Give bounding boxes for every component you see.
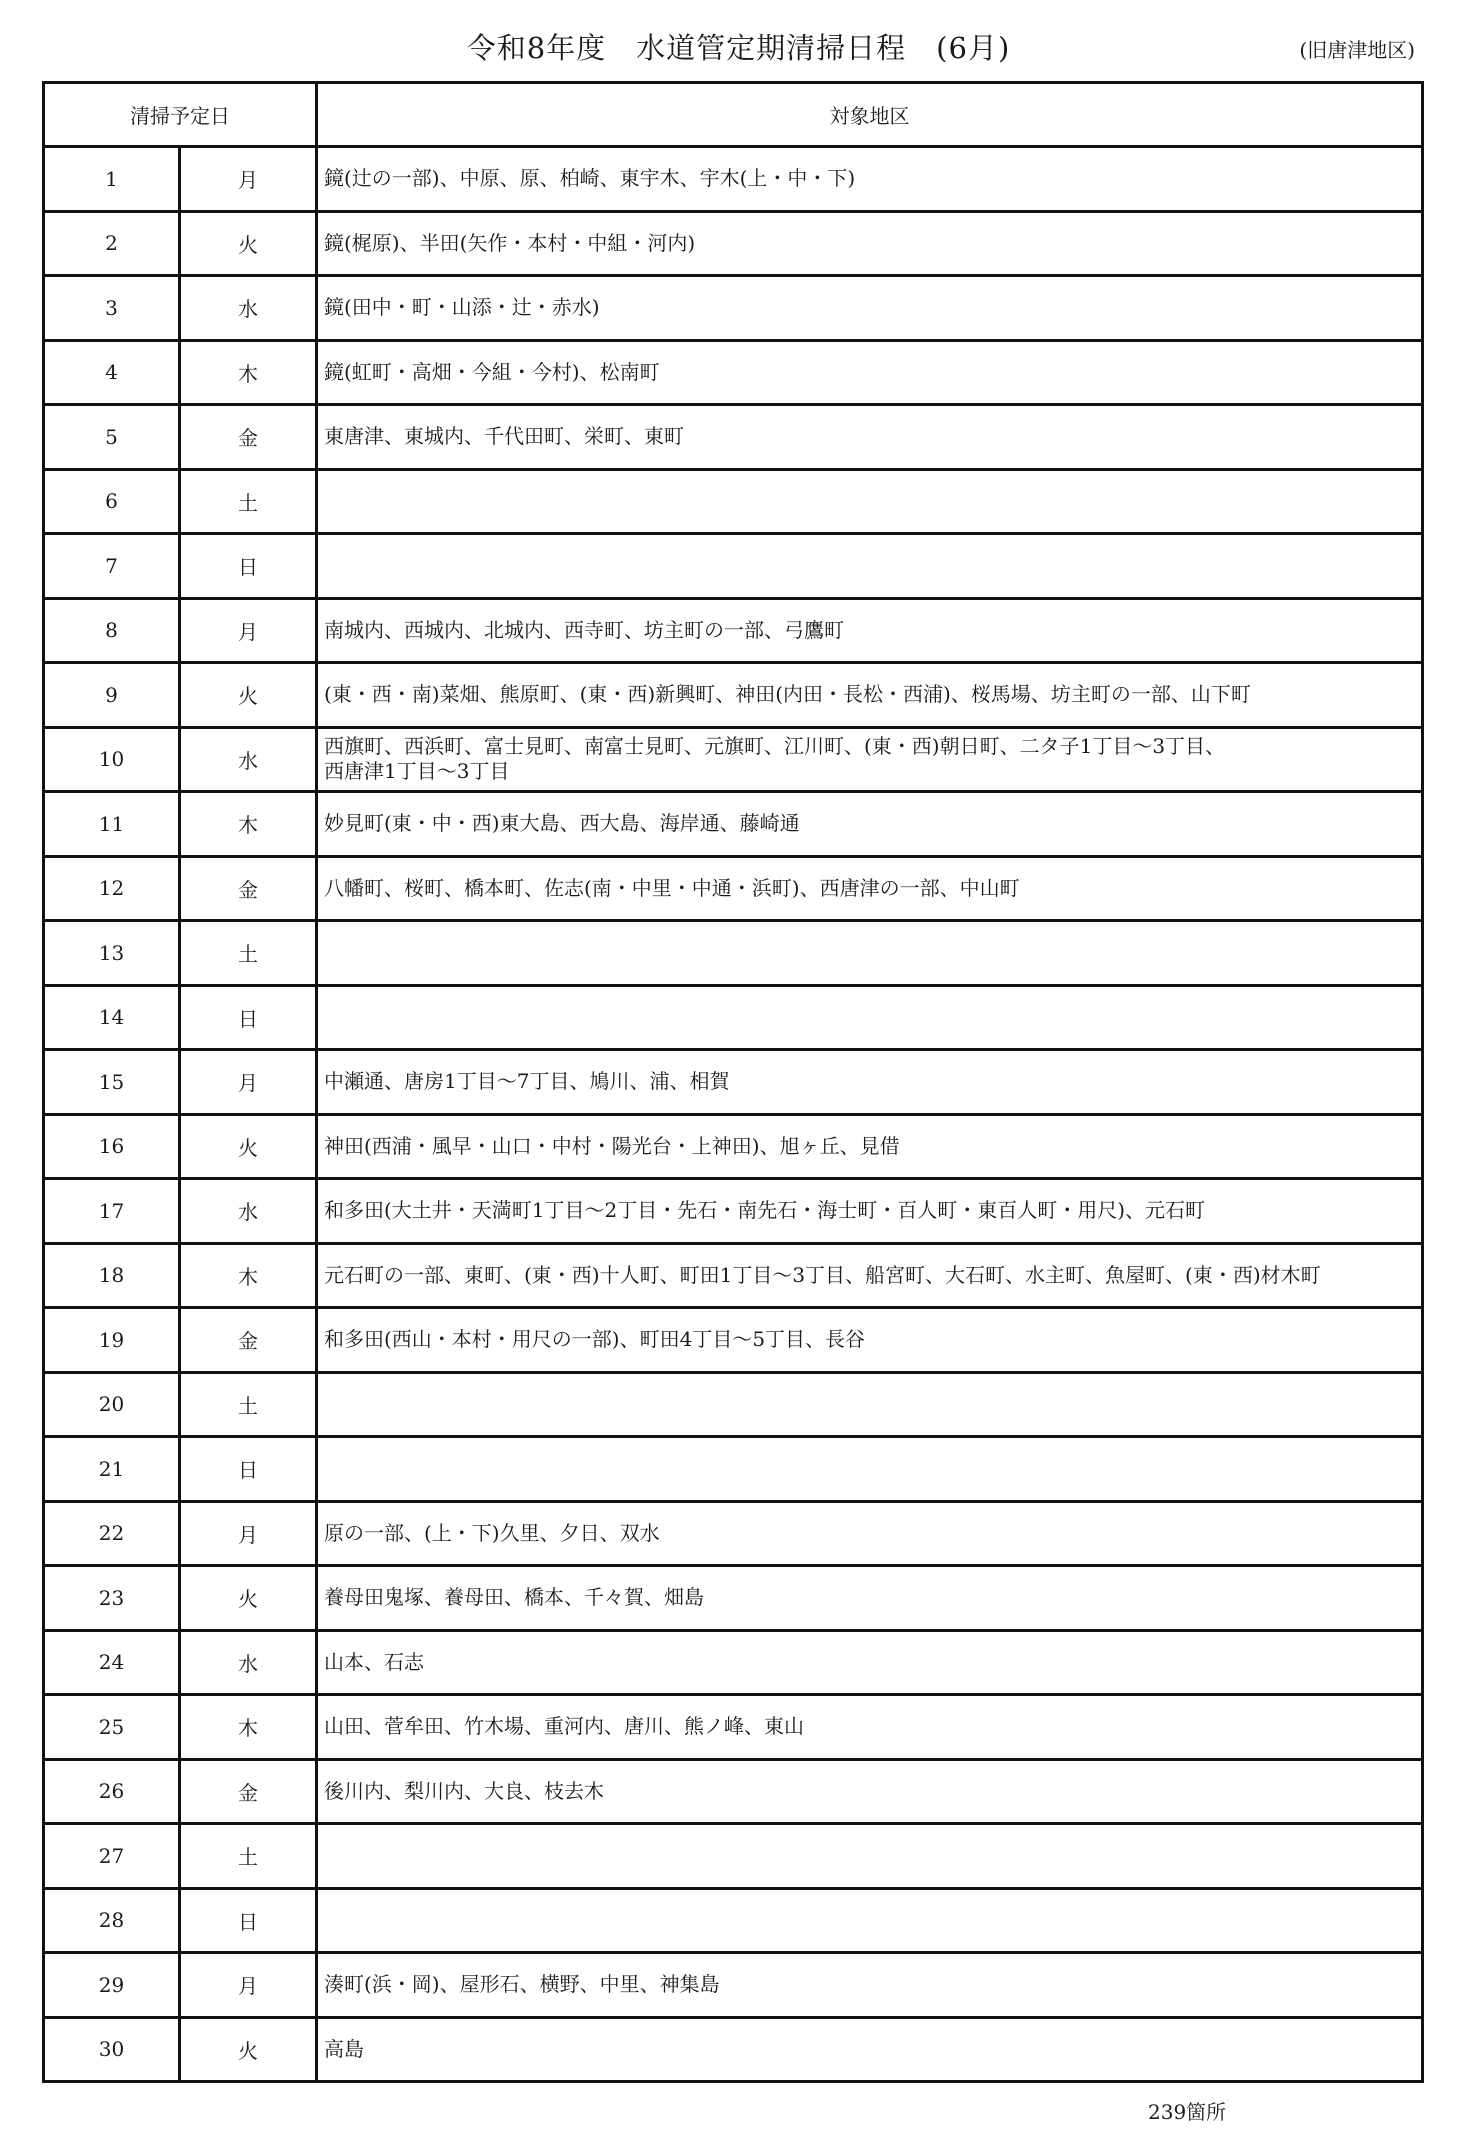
table-row — [44, 1114, 1423, 1179]
weekday-cell: 日 — [180, 985, 317, 1050]
area-cell: 鏡(辻の一部)、中原、原、柏崎、東宇木、宇木(上・中・下) — [317, 147, 1423, 212]
weekday-cell: 日 — [180, 1437, 317, 1502]
area-cell: 中瀬通、唐房1丁目～7丁目、鳩川、浦、相賀 — [317, 1050, 1423, 1115]
table-row — [44, 211, 1423, 276]
day-cell: 21 — [44, 1437, 180, 1502]
weekday-cell: 火 — [180, 1566, 317, 1631]
total-count: 239箇所 — [1148, 2100, 1227, 2124]
area-cell: 神田(西浦・風早・山口・中村・陽光台・上神田)、旭ヶ丘、見借 — [317, 1114, 1423, 1179]
day-cell: 12 — [44, 856, 180, 921]
area-cell: 山本、石志 — [317, 1630, 1423, 1695]
table-row — [44, 147, 1423, 212]
day-cell: 22 — [44, 1501, 180, 1566]
area-cell: 湊町(浜・岡)、屋形石、横野、中里、神集島 — [317, 1953, 1423, 2018]
day-cell: 4 — [44, 340, 180, 405]
area-cell: 西旗町、西浜町、富士見町、南富士見町、元旗町、江川町、(東・西)朝日町、二タ子1丁目～3丁目、 西唐津1丁目～3丁目 — [317, 727, 1423, 792]
area-cell — [317, 534, 1423, 599]
weekday-cell: 月 — [180, 598, 317, 663]
table-row — [44, 1437, 1423, 1502]
weekday-cell: 木 — [180, 1243, 317, 1308]
area-cell: 高島 — [317, 2017, 1423, 2082]
area-cell: 東唐津、東城内、千代田町、栄町、東町 — [317, 405, 1423, 470]
day-cell: 1 — [44, 147, 180, 212]
area-cell — [317, 985, 1423, 1050]
weekday-cell: 水 — [180, 727, 317, 792]
day-cell: 17 — [44, 1179, 180, 1244]
weekday-cell: 月 — [180, 1953, 317, 2018]
weekday-cell: 日 — [180, 534, 317, 599]
day-cell: 20 — [44, 1372, 180, 1437]
area-cell: 山田、菅牟田、竹木場、重河内、唐川、熊ノ峰、東山 — [317, 1695, 1423, 1760]
weekday-cell: 火 — [180, 211, 317, 276]
table-row — [44, 1759, 1423, 1824]
day-cell: 2 — [44, 211, 180, 276]
weekday-cell: 月 — [180, 1501, 317, 1566]
weekday-cell: 木 — [180, 792, 317, 857]
table-row — [44, 534, 1423, 599]
weekday-cell: 木 — [180, 340, 317, 405]
weekday-cell: 月 — [180, 147, 317, 212]
day-cell: 18 — [44, 1243, 180, 1308]
day-cell: 19 — [44, 1308, 180, 1373]
weekday-cell: 水 — [180, 276, 317, 341]
table-row — [44, 405, 1423, 470]
area-cell: 鏡(梶原)、半田(矢作・本村・中組・河内) — [317, 211, 1423, 276]
table-row — [44, 1050, 1423, 1115]
weekday-cell: 金 — [180, 1308, 317, 1373]
table-row — [44, 856, 1423, 921]
area-cell — [317, 1372, 1423, 1437]
day-cell: 30 — [44, 2017, 180, 2082]
table-row — [44, 921, 1423, 986]
area-cell — [317, 469, 1423, 534]
area-cell: 和多田(西山・本村・用尺の一部)、町田4丁目～5丁目、長谷 — [317, 1308, 1423, 1373]
day-cell: 24 — [44, 1630, 180, 1695]
day-cell: 8 — [44, 598, 180, 663]
table-row — [44, 469, 1423, 534]
header-scheduled-date: 清掃予定日 — [44, 83, 317, 147]
table-row — [44, 792, 1423, 857]
area-cell: 元石町の一部、東町、(東・西)十人町、町田1丁目～3丁目、船宮町、大石町、水主町、魚屋町、(東・西)材木町 — [317, 1243, 1423, 1308]
table-row — [44, 1695, 1423, 1760]
area-cell: 原の一部、(上・下)久里、夕日、双水 — [317, 1501, 1423, 1566]
area-cell: (東・西・南)菜畑、熊原町、(東・西)新興町、神田(内田・長松・西浦)、桜馬場、坊主町の一部、山下町 — [317, 663, 1423, 728]
table-row — [44, 2017, 1423, 2082]
area-cell: 和多田(大土井・天満町1丁目～2丁目・先石・南先石・海士町・百人町・東百人町・用尺)、元石町 — [317, 1179, 1423, 1244]
area-cell — [317, 921, 1423, 986]
table-row — [44, 1179, 1423, 1244]
day-cell: 16 — [44, 1114, 180, 1179]
weekday-cell: 水 — [180, 1630, 317, 1695]
day-cell: 7 — [44, 534, 180, 599]
weekday-cell: 金 — [180, 856, 317, 921]
area-cell — [317, 1888, 1423, 1953]
table-row — [44, 1824, 1423, 1889]
table-row — [44, 985, 1423, 1050]
weekday-cell: 木 — [180, 1695, 317, 1760]
header-target-area: 対象地区 — [317, 83, 1423, 147]
table-row — [44, 1953, 1423, 2018]
table-row — [44, 663, 1423, 728]
table-row — [44, 1566, 1423, 1631]
table-row — [44, 1308, 1423, 1373]
day-cell: 28 — [44, 1888, 180, 1953]
weekday-cell: 土 — [180, 1372, 317, 1437]
area-cell: 後川内、梨川内、大良、枝去木 — [317, 1759, 1423, 1824]
day-cell: 25 — [44, 1695, 180, 1760]
table-body — [44, 147, 1423, 2082]
day-cell: 29 — [44, 1953, 180, 2018]
region-label: (旧唐津地区) — [1299, 38, 1415, 62]
weekday-cell: 日 — [180, 1888, 317, 1953]
day-cell: 10 — [44, 727, 180, 792]
table-row — [44, 1372, 1423, 1437]
page-title: 令和8年度 水道管定期清掃日程 (6月) — [466, 31, 1011, 65]
day-cell: 6 — [44, 469, 180, 534]
area-cell: 養母田鬼塚、養母田、橋本、千々賀、畑島 — [317, 1566, 1423, 1631]
weekday-cell: 金 — [180, 405, 317, 470]
day-cell: 15 — [44, 1050, 180, 1115]
day-cell: 23 — [44, 1566, 180, 1631]
area-cell — [317, 1824, 1423, 1889]
day-cell: 5 — [44, 405, 180, 470]
area-cell: 南城内、西城内、北城内、西寺町、坊主町の一部、弓鷹町 — [317, 598, 1423, 663]
weekday-cell: 土 — [180, 1824, 317, 1889]
day-cell: 3 — [44, 276, 180, 341]
weekday-cell: 火 — [180, 1114, 317, 1179]
day-cell: 9 — [44, 663, 180, 728]
day-cell: 26 — [44, 1759, 180, 1824]
day-cell: 14 — [44, 985, 180, 1050]
table-row — [44, 1243, 1423, 1308]
weekday-cell: 月 — [180, 1050, 317, 1115]
weekday-cell: 金 — [180, 1759, 317, 1824]
area-cell — [317, 1437, 1423, 1502]
table-header-row — [44, 83, 1423, 147]
area-cell: 鏡(虹町・高畑・今組・今村)、松南町 — [317, 340, 1423, 405]
table-row — [44, 727, 1423, 792]
day-cell: 13 — [44, 921, 180, 986]
weekday-cell: 火 — [180, 663, 317, 728]
weekday-cell: 火 — [180, 2017, 317, 2082]
table-row — [44, 1501, 1423, 1566]
table-row — [44, 276, 1423, 341]
table-row — [44, 340, 1423, 405]
weekday-cell: 土 — [180, 469, 317, 534]
area-cell: 八幡町、桜町、橋本町、佐志(南・中里・中通・浜町)、西唐津の一部、中山町 — [317, 856, 1423, 921]
day-cell: 27 — [44, 1824, 180, 1889]
table-row — [44, 598, 1423, 663]
weekday-cell: 土 — [180, 921, 317, 986]
area-cell: 鏡(田中・町・山添・辻・赤水) — [317, 276, 1423, 341]
cleaning-schedule-table — [42, 81, 1424, 2083]
weekday-cell: 水 — [180, 1179, 317, 1244]
area-cell: 妙見町(東・中・西)東大島、西大島、海岸通、藤崎通 — [317, 792, 1423, 857]
day-cell: 11 — [44, 792, 180, 857]
table-row — [44, 1630, 1423, 1695]
table-row — [44, 1888, 1423, 1953]
